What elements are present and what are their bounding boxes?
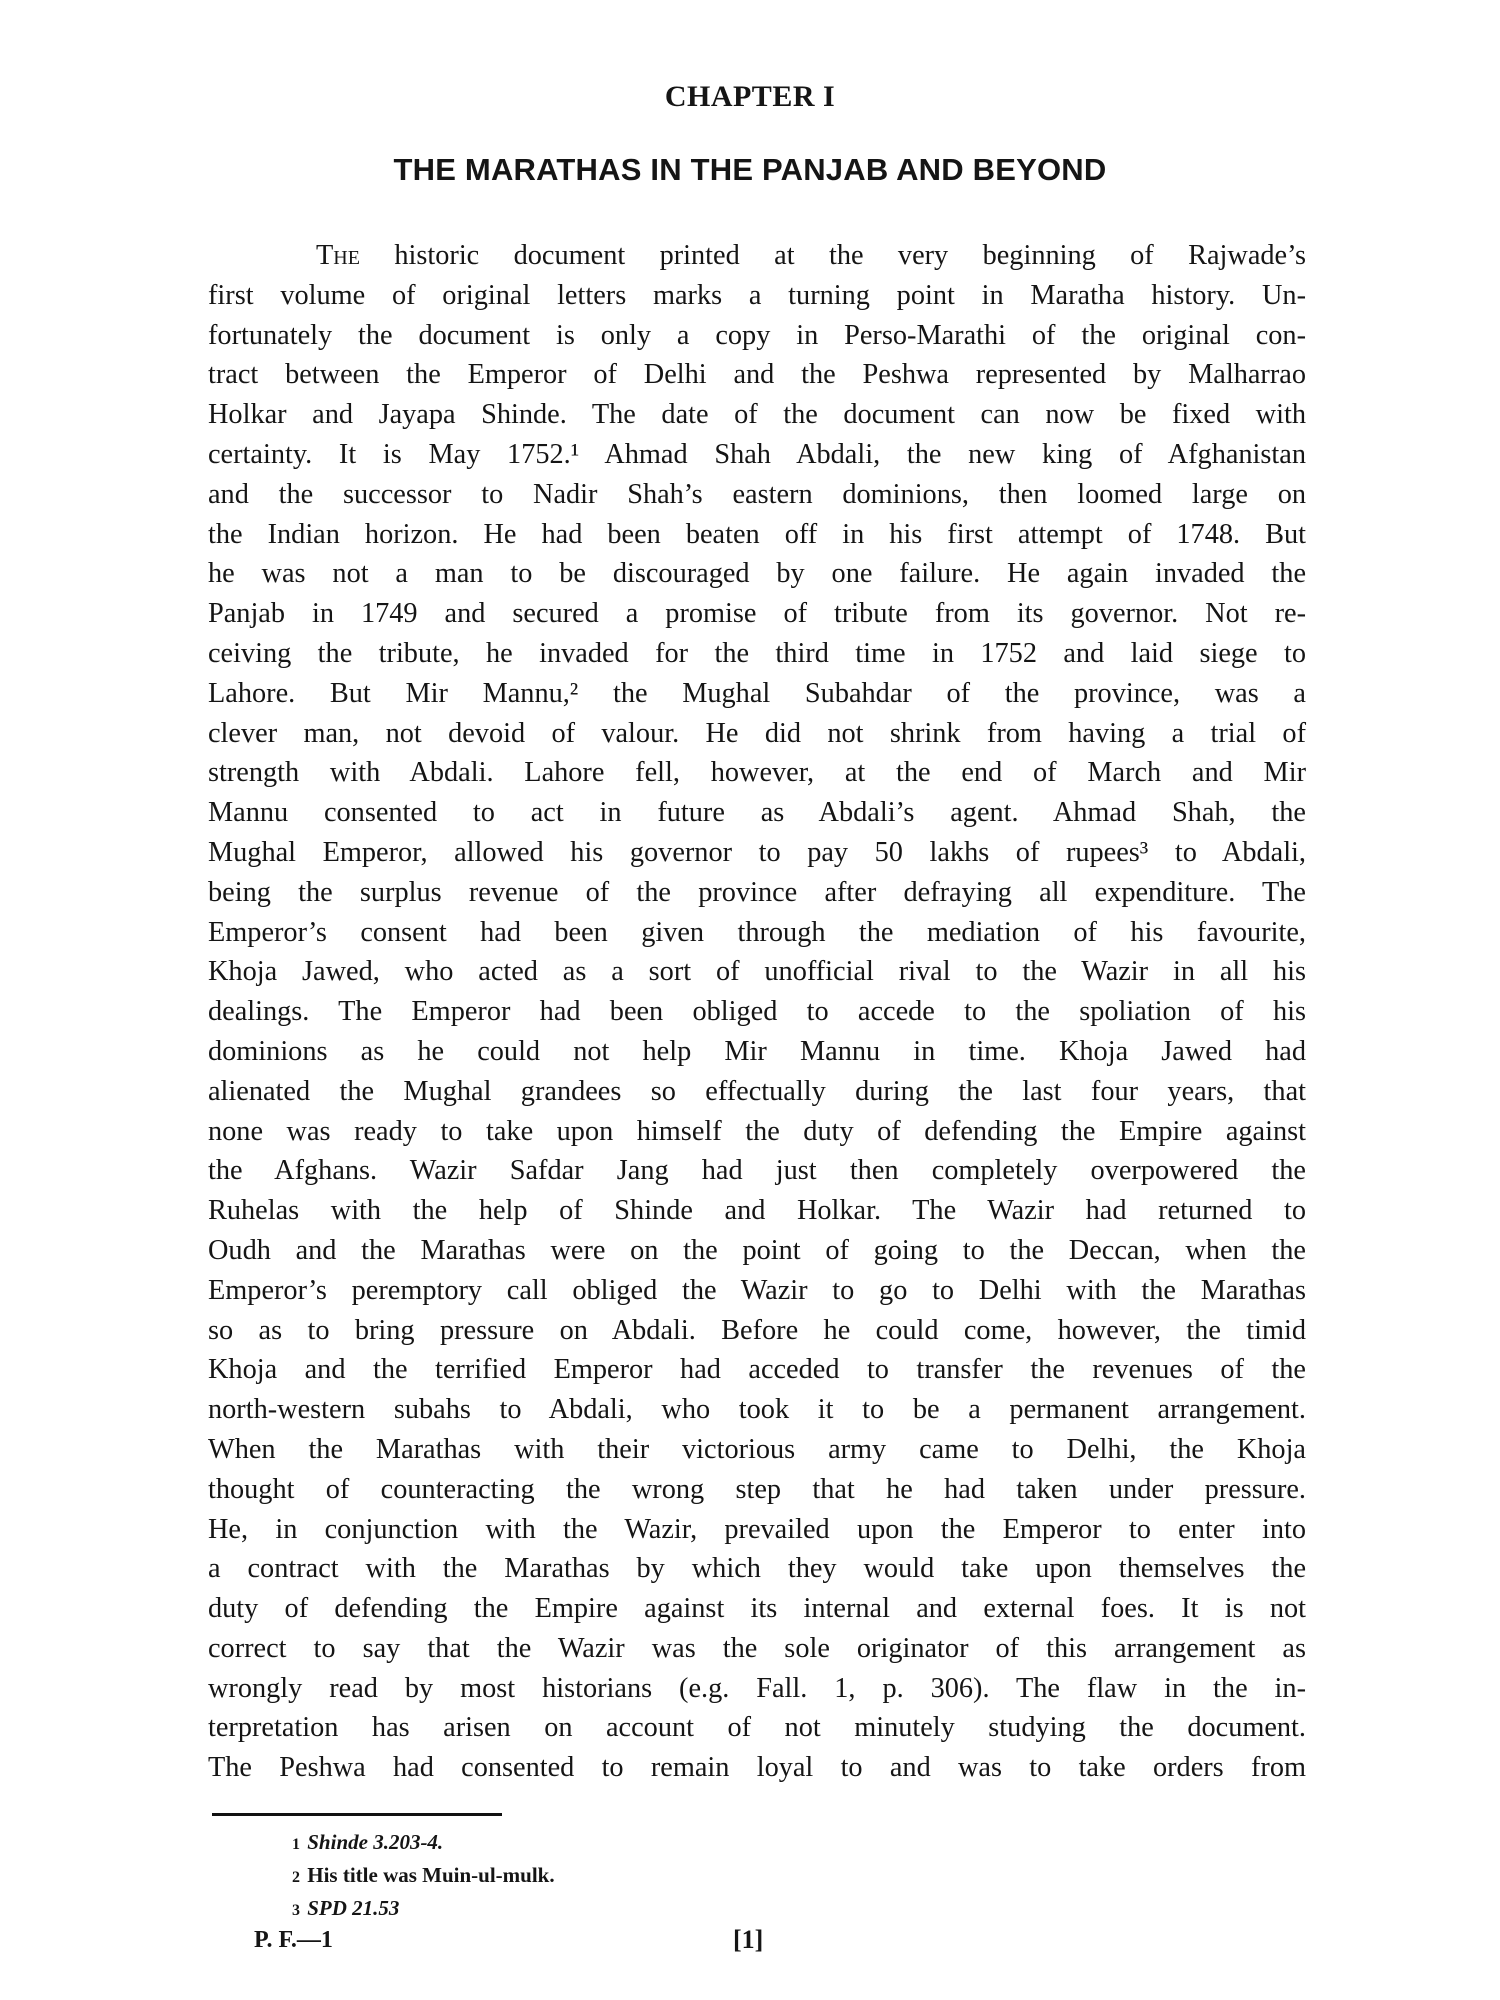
text-line: he was not a man to be discouraged by one failure. He again invaded the xyxy=(208,558,1306,590)
footnote: 3 SPD 21.53 xyxy=(292,1896,400,1920)
footnote-divider xyxy=(212,1813,502,1816)
text-line: tract between the Emperor of Delhi and the Peshwa represented by Malharrao xyxy=(208,359,1306,391)
text-line: north-western subahs to Abdali, who took it to be a permanent arrangement. xyxy=(208,1394,1306,1426)
text-line: The historic document printed at the very beginning of Rajwade’s xyxy=(316,240,1306,271)
text-line: Mannu consented to act in future as Abdali’s agent. Ahmad Shah, the xyxy=(208,797,1306,829)
first-word: The xyxy=(316,240,360,271)
text-line: terpretation has arisen on account of not minutely studying the document. xyxy=(208,1712,1306,1744)
text-line: Khoja Jawed, who acted as a sort of unofficial rival to the Wazir in all his xyxy=(208,956,1306,988)
footnote: 1 Shinde 3.203-4. xyxy=(292,1830,444,1854)
text-line: ceiving the tribute, he invaded for the third time in 1752 and laid siege to xyxy=(208,637,1306,669)
text-line: dominions as he could not help Mir Mannu in time. Khoja Jawed had xyxy=(208,1035,1306,1067)
text-line: Khoja and the terrified Emperor had acceded to transfer the revenues of the xyxy=(208,1354,1306,1386)
text-line: Mughal Emperor, allowed his governor to pay 50 lakhs of rupees³ to Abdali, xyxy=(208,836,1306,868)
printer-signature: P. F.—1 xyxy=(254,1927,333,1953)
chapter-heading: CHAPTER I xyxy=(664,80,836,113)
text-line: so as to bring pressure on Abdali. Before he could come, however, the timid xyxy=(208,1314,1306,1346)
text-line: and the successor to Nadir Shah’s eastern dominions, then loomed large on xyxy=(208,478,1306,510)
text-line: When the Marathas with their victorious army came to Delhi, the Khoja xyxy=(208,1433,1306,1465)
page-number: [1] xyxy=(733,1925,764,1954)
text-line: correct to say that the Wazir was the sole originator of this arrangement as xyxy=(208,1632,1306,1664)
text-line: none was ready to take upon himself the duty of defending the Empire against xyxy=(208,1115,1306,1147)
text-line: Oudh and the Marathas were on the point of going to the Deccan, when the xyxy=(208,1234,1306,1266)
text-line: fortunately the document is only a copy in Perso-Marathi of the original con- xyxy=(208,319,1306,351)
text-line: duty of defending the Empire against its internal and external foes. It is not xyxy=(208,1593,1306,1625)
text-line: certainty. It is May 1752.¹ Ahmad Shah Abdali, the new king of Afghanistan xyxy=(208,438,1306,470)
text-line: Holkar and Jayapa Shinde. The date of the document can now be fixed with xyxy=(208,399,1306,431)
text-line: Lahore. But Mir Mannu,² the Mughal Subahdar of the province, was a xyxy=(208,677,1306,709)
body-text xyxy=(208,236,1306,1788)
text-line: Emperor’s consent had been given through the mediation of his favourite, xyxy=(208,916,1306,948)
text-line: Panjab in 1749 and secured a promise of tribute from its governor. Not re- xyxy=(208,598,1306,630)
text-line: dealings. The Emperor had been obliged to accede to the spoliation of his xyxy=(208,996,1306,1028)
text-line: The Peshwa had consented to remain loyal to and was to take orders from xyxy=(208,1752,1306,1784)
footnote: 2 His title was Muin-ul-mulk. xyxy=(292,1863,555,1887)
text-line: the Afghans. Wazir Safdar Jang had just then completely overpowered the xyxy=(208,1155,1306,1187)
text-line: a contract with the Marathas by which they would take upon themselves the xyxy=(208,1553,1306,1585)
text-line: being the surplus revenue of the province after defraying all expenditure. The xyxy=(208,876,1306,908)
text-line: thought of counteracting the wrong step that he had taken under pressure. xyxy=(208,1473,1306,1505)
text-line: Emperor’s peremptory call obliged the Wazir to go to Delhi with the Marathas xyxy=(208,1274,1306,1306)
text-line: clever man, not devoid of valour. He did not shrink from having a trial of xyxy=(208,717,1306,749)
footnotes xyxy=(292,1826,555,1925)
text-line: wrongly read by most historians (e.g. Fall. 1, p. 306). The flaw in the in- xyxy=(208,1672,1306,1704)
text-line: strength with Abdali. Lahore fell, however, at the end of March and Mir xyxy=(208,757,1306,789)
text-line: the Indian horizon. He had been beaten off in his first attempt of 1748. But xyxy=(208,518,1306,550)
text-line: alienated the Mughal grandees so effectually during the last four years, that xyxy=(208,1075,1306,1107)
chapter-title: THE MARATHAS IN THE PANJAB AND BEYOND xyxy=(393,152,1107,187)
text-line: Ruhelas with the help of Shinde and Holkar. The Wazir had returned to xyxy=(208,1195,1306,1227)
text-line: first volume of original letters marks a turning point in Maratha history. Un- xyxy=(208,279,1306,311)
text-line: He, in conjunction with the Wazir, prevailed upon the Emperor to enter into xyxy=(208,1513,1306,1545)
